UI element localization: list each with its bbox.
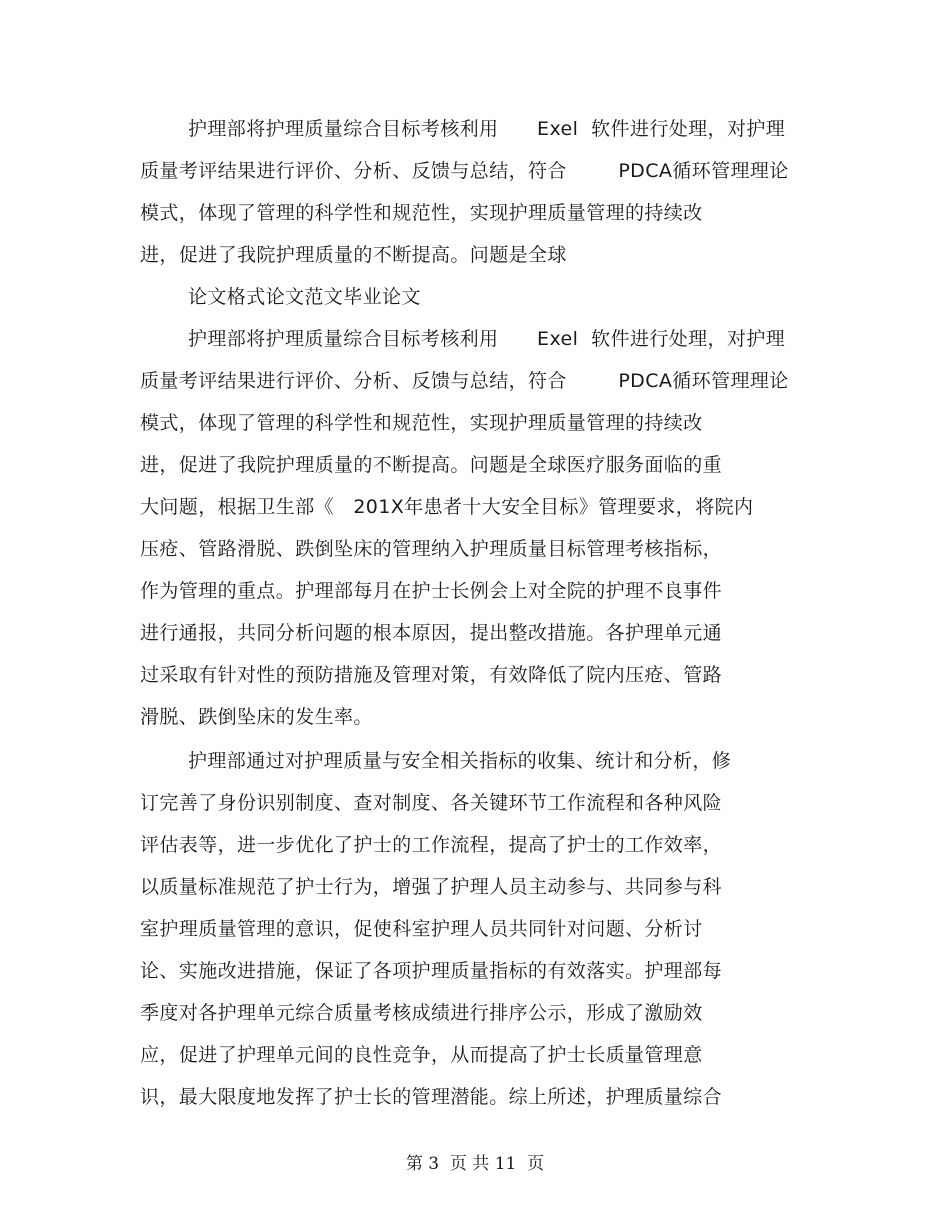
paragraph-3-line-5: 大问题，根据卫生部《 201X年患者十大安全目标》管理要求，将院内: [140, 496, 754, 518]
paragraph-3-line-1: 护理部将护理质量综合目标考核利用 Exel 软件进行处理，对护理: [188, 328, 786, 350]
paragraph-4-line-2: 订完善了身份识别制度、查对制度、各关键环节工作流程和各种风险: [140, 792, 723, 814]
paragraph-3-line-9: 过采取有针对性的预防措施及管理对策，有效降低了院内压疮、管路: [140, 664, 723, 686]
paragraph-4-line-5: 室护理质量管理的意识，促使科室护理人员共同针对问题、分析讨: [140, 918, 703, 940]
paragraph-3-line-10: 滑脱、跌倒坠床的发生率。: [140, 706, 373, 728]
paragraph-4-line-6: 论、实施改进措施，保证了各项护理质量指标的有效落实。护理部每: [140, 960, 723, 982]
paragraph-3-line-2: 质量考评结果进行评价、分析、反馈与总结，符合 PDCA循环管理理论: [140, 370, 789, 392]
paragraph-3-line-3: 模式，体现了管理的科学性和规范性，实现护理质量管理的持续改: [140, 412, 703, 434]
paragraph-3-line-8: 进行通报，共同分析问题的根本原因，提出整改措施。各护理单元通: [140, 622, 723, 644]
paragraph-3-line-7: 作为管理的重点。护理部每月在护士长例会上对全院的护理不良事件: [140, 580, 723, 602]
paragraph-1-line-4: 进，促进了我院护理质量的不断提高。问题是全球: [140, 244, 567, 266]
paragraph-3-line-4: 进，促进了我院护理质量的不断提高。问题是全球医疗服务面临的重: [140, 454, 723, 476]
page-number-footer: 第 3 页 共 11 页: [405, 1154, 545, 1174]
paragraph-4-line-1: 护理部通过对护理质量与安全相关指标的收集、统计和分析，修: [188, 750, 732, 772]
paragraph-1-line-2: 质量考评结果进行评价、分析、反馈与总结，符合 PDCA循环管理理论: [140, 160, 789, 182]
paragraph-4-line-3: 评估表等，进一步优化了护士的工作流程，提高了护士的工作效率，: [140, 834, 723, 856]
paragraph-3-line-6: 压疮、管路滑脱、跌倒坠床的管理纳入护理质量目标管理考核指标，: [140, 538, 723, 560]
paragraph-2-line-1: 论文格式论文范文毕业论文: [188, 286, 421, 308]
paragraph-4-line-4: 以质量标准规范了护士行为，增强了护理人员主动参与、共同参与科: [140, 876, 723, 898]
paragraph-4-line-9: 识，最大限度地发挥了护士长的管理潜能。综上所述，护理质量综合: [140, 1086, 723, 1108]
paragraph-1-line-1: 护理部将护理质量综合目标考核利用 Exel 软件进行处理，对护理: [188, 118, 786, 140]
paragraph-4-line-7: 季度对各护理单元综合质量考核成绩进行排序公示，形成了激励效: [140, 1002, 703, 1024]
paragraph-1-line-3: 模式，体现了管理的科学性和规范性，实现护理质量管理的持续改: [140, 202, 703, 224]
paragraph-4-line-8: 应，促进了护理单元间的良性竞争，从而提高了护士长质量管理意: [140, 1044, 703, 1066]
